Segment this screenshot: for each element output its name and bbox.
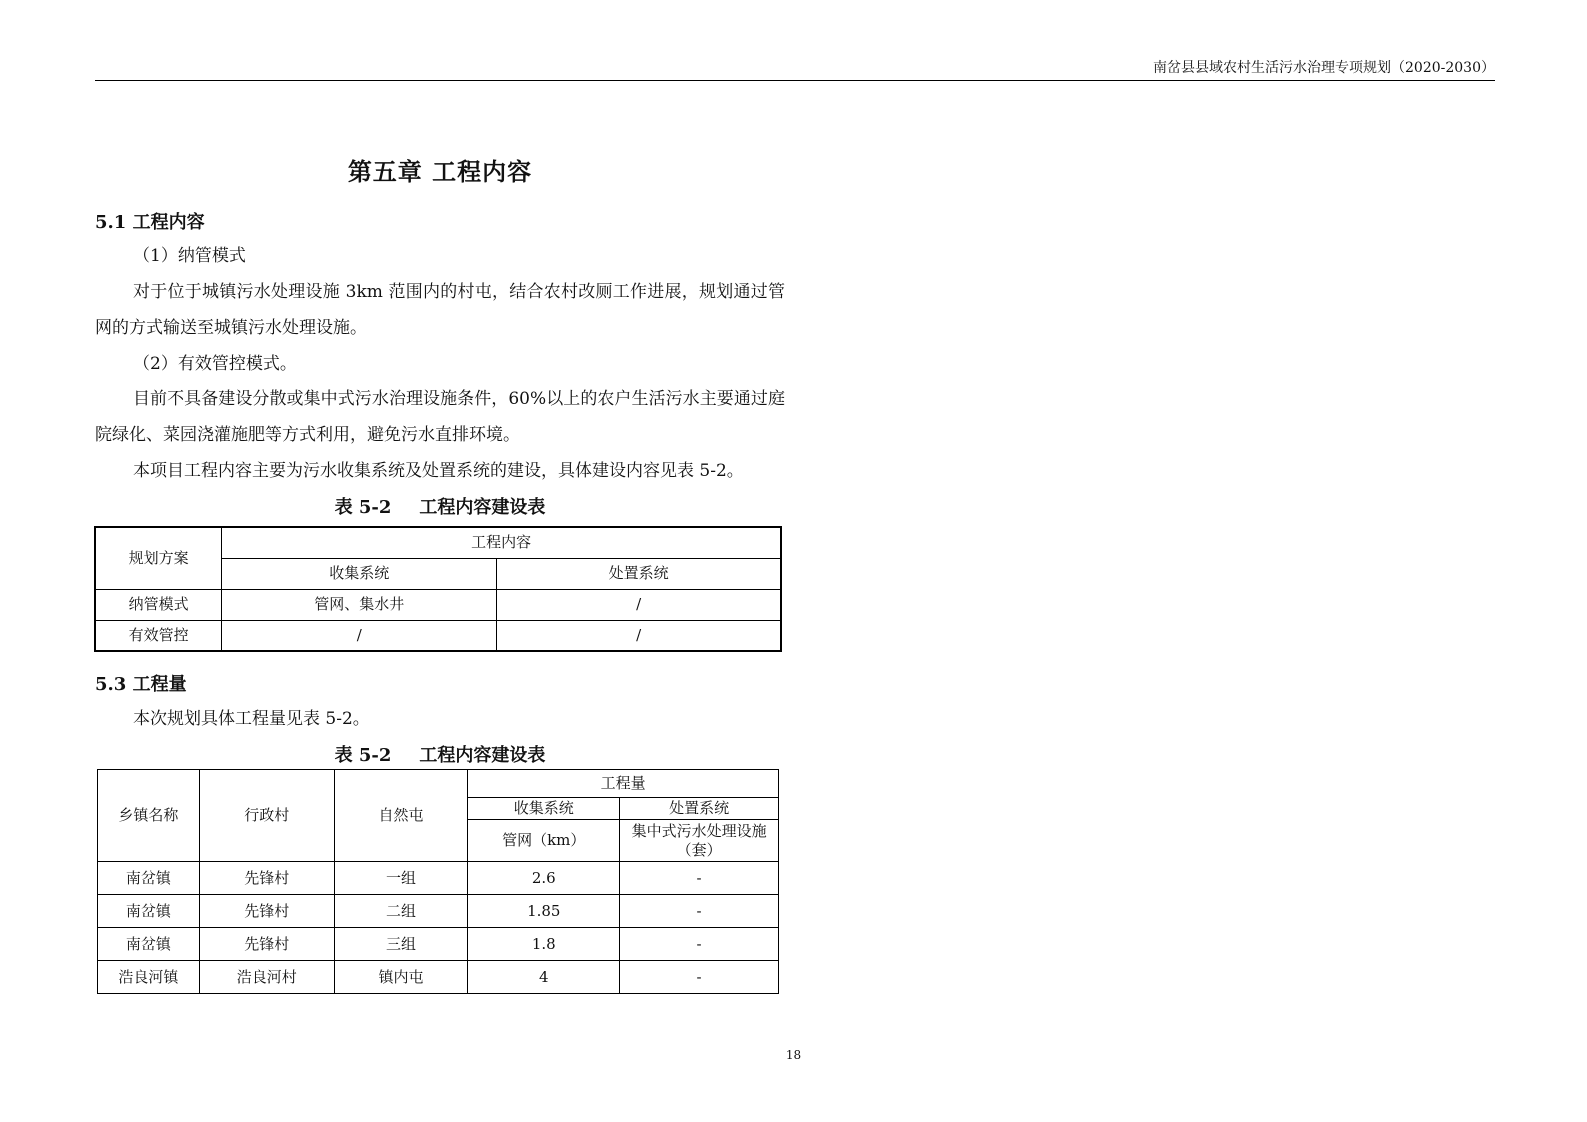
section-heading-5-3: 5.3 工程量 xyxy=(95,674,187,695)
table2-header-facility-line2: （套） xyxy=(676,840,722,859)
running-header-title: 南岔县县域农村生活污水治理专项规划（2020-2030） xyxy=(1153,60,1495,76)
paragraph-mode-2-body: 目前不具备建设分散或集中式污水治理设施条件，60%以上的农户生活污水主要通过庭院绿化、菜园浇灌施肥等方式利用，避免污水直排环境。 xyxy=(95,389,785,445)
table2-cell-town: 浩良河镇 xyxy=(98,961,200,994)
paragraph-mode-1-body: 对于位于城镇污水处理设施 3km 范围内的村屯，结合农村改厕工作进展，规划通过管网的方式输送至城镇污水处理设施。 xyxy=(95,282,785,338)
table1-cell-dispose: / xyxy=(497,620,781,651)
table2-header-pipe: 管网（km） xyxy=(468,820,620,862)
table2-caption-title: 工程内容建设表 xyxy=(419,745,546,766)
table2-header-dispose: 处置系统 xyxy=(620,798,779,820)
table1-header-dispose: 处置系统 xyxy=(497,558,781,589)
table-row xyxy=(98,895,779,928)
table1-cell-plan: 纳管模式 xyxy=(95,589,222,620)
table-row xyxy=(95,589,781,620)
table2-cell-town: 南岔镇 xyxy=(98,928,200,961)
table2-cell-facility: - xyxy=(620,928,779,961)
table2-caption xyxy=(95,741,785,767)
construction-content-table xyxy=(94,526,782,652)
paragraph-mode-2-label: （2）有效管控模式。 xyxy=(133,354,297,374)
table2-cell-hamlet: 镇内屯 xyxy=(334,961,468,994)
table1-header-plan: 规划方案 xyxy=(95,527,222,589)
paragraph-content-summary: 本项目工程内容主要为污水收集系统及处置系统的建设，具体建设内容见表 5-2。 xyxy=(133,461,744,481)
table2-cell-facility: - xyxy=(620,862,779,895)
table1-caption-title: 工程内容建设表 xyxy=(419,497,546,518)
table-row xyxy=(98,862,779,895)
table2-cell-pipe: 1.8 xyxy=(468,928,620,961)
table2-cell-hamlet: 一组 xyxy=(334,862,468,895)
table-row xyxy=(98,961,779,994)
table2-cell-town: 南岔镇 xyxy=(98,862,200,895)
table2-header-facility xyxy=(620,820,779,862)
table2-header-quantity: 工程量 xyxy=(468,770,779,798)
table1-cell-plan: 有效管控 xyxy=(95,620,222,651)
table2-cell-pipe: 1.85 xyxy=(468,895,620,928)
table2-cell-facility: - xyxy=(620,895,779,928)
table2-cell-village: 先锋村 xyxy=(199,895,334,928)
table2-cell-pipe: 2.6 xyxy=(468,862,620,895)
table2-cell-hamlet: 三组 xyxy=(334,928,468,961)
running-header xyxy=(95,58,1495,81)
table1-cell-collect: / xyxy=(222,620,497,651)
table2-cell-town: 南岔镇 xyxy=(98,895,200,928)
table2-header-village: 行政村 xyxy=(199,770,334,862)
engineering-quantity-table xyxy=(97,769,779,994)
paragraph-mode-1-label: （1）纳管模式 xyxy=(133,246,246,266)
table1-cell-dispose: / xyxy=(497,589,781,620)
table2-cell-hamlet: 二组 xyxy=(334,895,468,928)
paragraph-quantity-summary: 本次规划具体工程量见表 5-2。 xyxy=(133,709,370,729)
table2-cell-facility: - xyxy=(620,961,779,994)
table2-header-collect: 收集系统 xyxy=(468,798,620,820)
table2-caption-number: 表 5-2 xyxy=(334,745,392,766)
table1-header-content: 工程内容 xyxy=(222,527,781,558)
table2-header-town: 乡镇名称 xyxy=(98,770,200,862)
table-row xyxy=(98,928,779,961)
table1-header-collect: 收集系统 xyxy=(222,558,497,589)
page-number: 18 xyxy=(785,1048,802,1062)
table1-cell-collect: 管网、集水井 xyxy=(222,589,497,620)
table2-header-hamlet: 自然屯 xyxy=(334,770,468,862)
table1-caption-number: 表 5-2 xyxy=(334,497,392,518)
table2-cell-village: 浩良河村 xyxy=(199,961,334,994)
chapter-title: 第五章 工程内容 xyxy=(347,157,533,186)
table-row xyxy=(95,620,781,651)
table2-cell-village: 先锋村 xyxy=(199,928,334,961)
table1-caption xyxy=(95,493,785,519)
table2-cell-pipe: 4 xyxy=(468,961,620,994)
table2-cell-village: 先锋村 xyxy=(199,862,334,895)
section-heading-5-1: 5.1 工程内容 xyxy=(95,212,205,233)
table2-header-facility-line1: 集中式污水处理设施 xyxy=(631,821,767,840)
